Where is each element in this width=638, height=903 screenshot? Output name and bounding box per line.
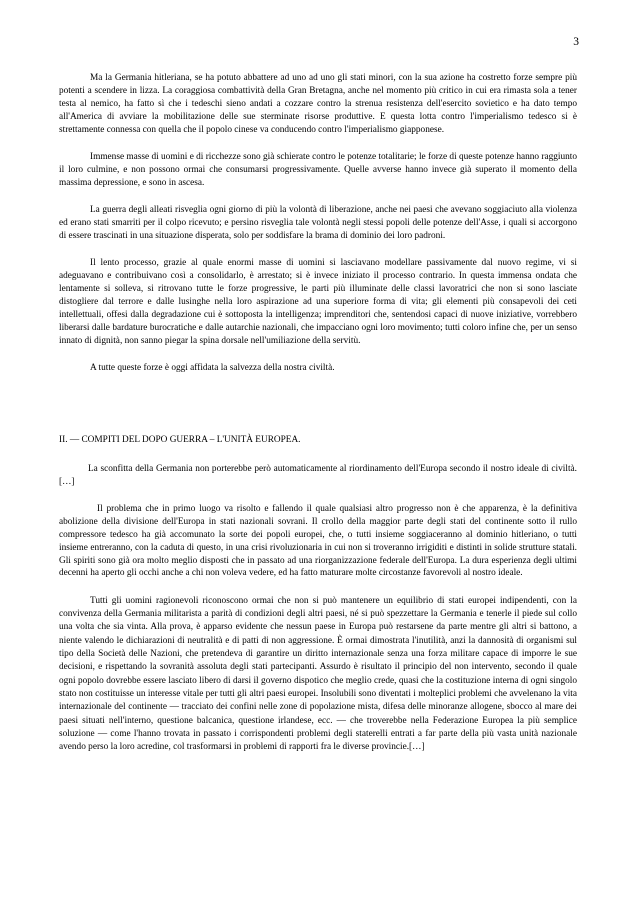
paragraph: Tutti gli uomini ragionevoli riconoscono ormai che non si può mantenere un equilibrio di stati europei indipendenti, con la convivenza della Germania militarista a parità di condizioni degli altri paesi, né si può spezzettare la Germania e tenerle il piede sul collo una volta che sia vinta. Alla prova, è apparso evidente che nessun paese in Europa può restarsene da parte mentre gli altri si battono, a niente valendo le dichiarazioni di neutralità e di patti di non aggressione. È ormai dimostrata l'inutilità, anzi la dannosità di organismi sul tipo della Società delle Nazioni, che pretendeva di garantire un diritto internazionale senza una forza militare capace di imporre le sue decisioni, e rispettando la sovranità assoluta degli stati partecipanti. Assurdo è risultato il principio del non intervento, secondo il quale ogni popolo dovrebbe essere lasciato libero di darsi il governo dispotico che meglio crede, quasi che la costituzione interna di ogni singolo stato non costituisse un interesse vitale per tutti gli altri paesi europei. Insolubili sono diventati i molteplici problemi che avvelenano la vita internazionale del continente — tracciato dei confini nelle zone di popolazione mista, difesa delle minoranze allogene, sbocco al mare dei paesi situati nell'interno, questione balcanica, questione irlandese, ecc. — che troverebbe nella Federazione Europea la più semplice soluzione — come l'hanno trovata in passato i corrispondenti problemi degli staterelli entrati a far parte della più vasta unità nazionale avendo perso la loro acredine, col trasformarsi in problemi di rapporti fra le diverse provincie.[…] (59, 595, 577, 753)
paragraph: Il lento processo, grazie al quale enormi masse di uomini si lasciavano modellare passivamente dal nuovo regime, vi si adeguavano e contribuivano così a consolidarlo, è arrestato; si è invece iniziato il processo contrario. In questa immensa ondata che lentamente si solleva, si ritrovano tutte le forze progressive, le parti più illuminate delle classi lavoratrici che non si sono lasciate distogliere dal terrore e dalle lusinghe nella loro aspirazione ad una superiore forma di vita; gli elementi più consapevoli dei ceti intellettuali, offesi dalla degradazione cui è sottoposta la intelligenza; imprenditori che, sentendosi capaci di nuove iniziative, vorrebbero liberarsi dalle bardature burocratiche e dalle autarchie nazionali, che impacciano ogni loro movimento; tutti coloro infine che, per un senso innato di dignità, non sanno piegar la spina dorsale nell'umiliazione della servitù. (59, 258, 577, 346)
section-heading: II. — COMPITI DEL DOPO GUERRA – L'UNITÀ EUROPEA. (59, 434, 301, 445)
document-body (59, 72, 577, 769)
paragraph: Il problema che in primo luogo va risolto e fallendo il quale qualsiasi altro progresso non è che apparenza, è la definitiva abolizione della divisione dell'Europa in stati nazionali sovrani. Il crollo della maggior parte degli stati del continente sotto il rullo compressore tedesco ha già accomunato la sorte dei popoli europei, che, o tutti insieme soggiaceranno al dominio hitleriano, o tutti insieme entreranno, con la caduta di questo, in una crisi rivoluzionaria in cui non si troveranno irrigiditi e distinti in solide strutture statali. Gli spiriti sono già ora molto meglio disposti che in passato ad una riorganizzazione federale dell'Europa. La dura esperienza degli ultimi decenni ha aperto gli occhi anche a chi non voleva vedere, ed ha fatto maturare molte circostanze favorevoli al nostro ideale. (59, 503, 577, 579)
paragraph: Immense masse di uomini e di ricchezze sono già schierate contro le potenze totalitarie; le forze di queste potenze hanno raggiunto il loro culmine, e non possono ormai che consumarsi progressivamente. Quelle avverse hanno invece già superato il momento della massima depressione, e sono in ascesa. (59, 152, 577, 188)
page-number: 3 (573, 36, 579, 48)
paragraph: A tutte queste forze è oggi affidata la salvezza della nostra civiltà. (90, 363, 335, 374)
paragraph: La guerra degli alleati risveglia ogni giorno di più la volontà di liberazione, anche nei paesi che avevano soggiaciuto alla violenza ed erano stati smarriti per il colpo ricevuto; e persino risveglia tale volontà negli stessi popoli delle potenze dell'Asse, i quali si accorgono di essere trascinati in una situazione disperata, solo per soddisfare la brama di dominio dei loro padroni. (59, 205, 577, 242)
paragraph: La sconfitta della Germania non porterebbe però automaticamente al riordinamento dell'Europa secondo il nostro ideale di civiltà. […] (59, 463, 577, 487)
paragraph: Ma la Germania hitleriana, se ha potuto abbattere ad uno ad uno gli stati minori, con la sua azione ha costretto forze sempre più potenti a scendere in lizza. La coraggiosa combattività della Gran Bretagna, anche nel momento più critico in cui era rimasta sola a tener testa al nemico, ha fatto sì che i tedeschi sieno andati a cozzare contro la strenua resistenza dell'esercito sovietico e ha dato tempo all'America di avviare la mobilitazione delle sue sterminate risorse produttive. E questa lotta contro l'imperialismo tedesco si è strettamente connessa con quella che il popolo cinese va conducendo contro l'imperialismo giapponese. (59, 73, 577, 135)
section-spacer (59, 390, 577, 434)
